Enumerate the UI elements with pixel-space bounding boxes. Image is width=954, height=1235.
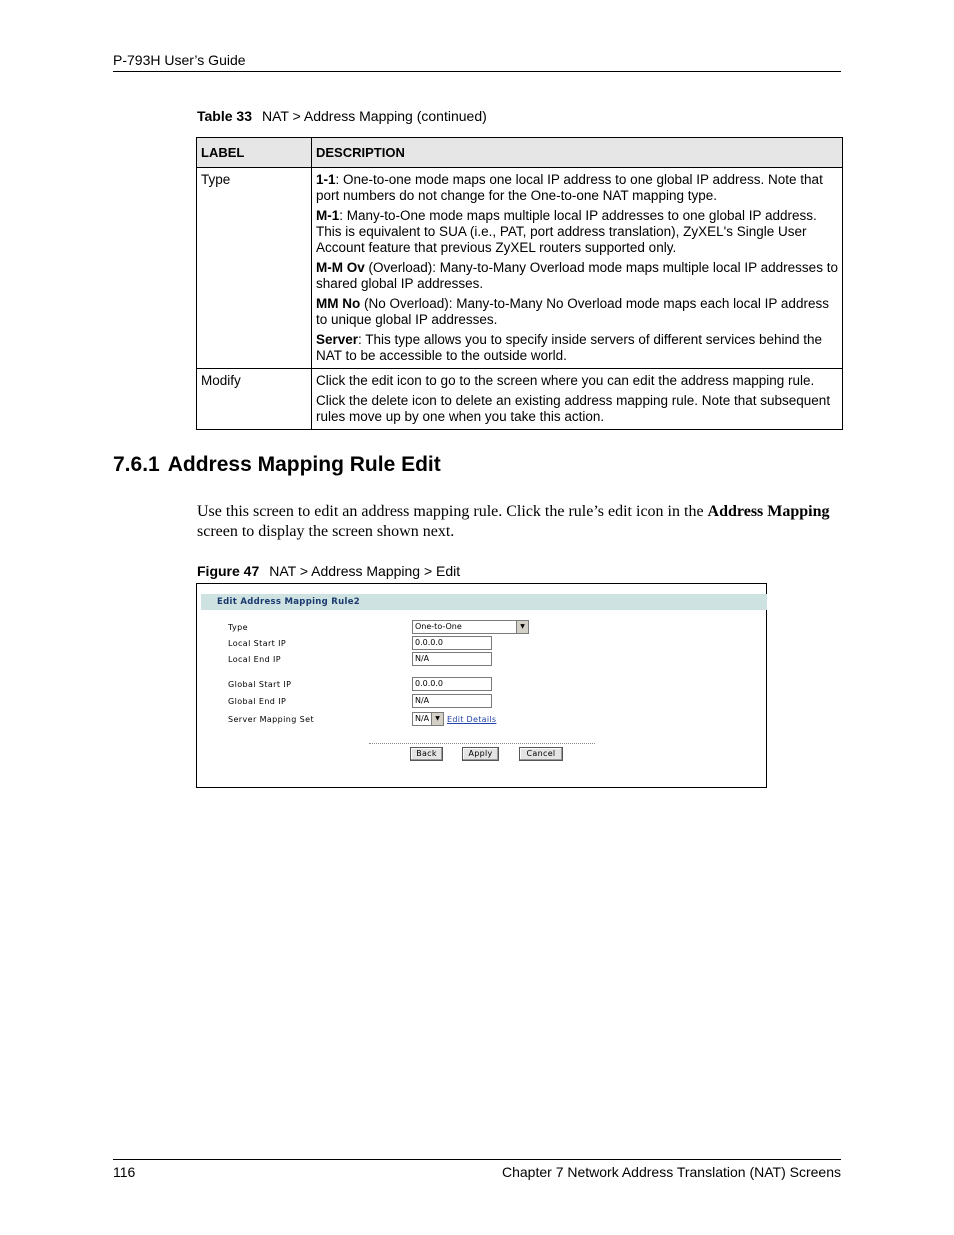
term-text: (Overload): Many-to-Many Overload mode maps multiple local IP addresses to shared global IP addresses. bbox=[316, 260, 838, 291]
term: 1-1 bbox=[316, 172, 336, 187]
local-start-ip-label: Local Start IP bbox=[228, 639, 287, 648]
row-label: Type bbox=[197, 168, 312, 369]
server-set-value: N/A bbox=[415, 714, 430, 723]
table-row bbox=[197, 369, 843, 430]
global-end-ip-label: Global End IP bbox=[228, 697, 287, 706]
table-caption bbox=[197, 108, 487, 124]
chevron-down-icon[interactable]: ▼ bbox=[516, 621, 528, 633]
description-paragraph bbox=[316, 296, 838, 328]
figure-caption bbox=[197, 563, 460, 579]
para-text: screen to display the screen shown next. bbox=[197, 523, 455, 540]
description-paragraph bbox=[316, 172, 838, 204]
global-start-ip-input[interactable]: 0.0.0.0 bbox=[412, 677, 492, 691]
para-text: Use this screen to edit an address mapping rule. Click the rule’s edit icon in the bbox=[197, 503, 708, 520]
cancel-button[interactable]: Cancel bbox=[519, 747, 563, 761]
term: MM No bbox=[316, 296, 361, 311]
global-start-ip-label: Global Start IP bbox=[228, 680, 292, 689]
chevron-down-icon[interactable]: ▼ bbox=[431, 713, 443, 725]
edit-details-link[interactable]: Edit Details bbox=[447, 715, 497, 724]
term-text: : One-to-one mode maps one local IP address to one global IP address. Note that port numbers do not change for the One-to-one NAT mapping type. bbox=[316, 172, 823, 203]
figure-screenshot bbox=[196, 583, 767, 788]
body-paragraph bbox=[197, 502, 837, 542]
figure-caption-text: NAT > Address Mapping > Edit bbox=[269, 563, 461, 579]
table-caption-text: NAT > Address Mapping (continued) bbox=[262, 108, 487, 124]
section-heading bbox=[113, 453, 441, 477]
para-bold: Address Mapping bbox=[707, 503, 830, 520]
table-row bbox=[197, 168, 843, 369]
divider bbox=[369, 743, 595, 744]
description-paragraph bbox=[316, 260, 838, 292]
apply-button[interactable]: Apply bbox=[462, 747, 499, 761]
edit-rule-heading: Edit Address Mapping Rule2 bbox=[201, 594, 767, 610]
chapter-title: Chapter 7 Network Address Translation (NAT) Screens bbox=[502, 1164, 841, 1180]
page-header bbox=[113, 52, 841, 72]
local-start-ip-input[interactable]: 0.0.0.0 bbox=[412, 636, 492, 650]
column-header-label: LABEL bbox=[197, 138, 312, 168]
term: M-1 bbox=[316, 208, 340, 223]
page-footer bbox=[113, 1159, 841, 1180]
term: M-M Ov bbox=[316, 260, 365, 275]
term-text: : Many-to-One mode maps multiple local IP addresses to one global IP address. This is equivalent to SUA (i.e., PAT, port address translation), ZyXEL's Single User Account feature that previous ZyXEL routers supported only. bbox=[316, 208, 817, 255]
local-end-ip-label: Local End IP bbox=[228, 655, 282, 664]
type-select-value: One-to-One bbox=[415, 622, 462, 631]
description-paragraph: Click the delete icon to delete an existing address mapping rule. Note that subsequent rules move up by one when you take this action. bbox=[316, 393, 831, 424]
description-table bbox=[196, 137, 843, 430]
term: Server bbox=[316, 332, 359, 347]
term-text: : This type allows you to specify inside servers of different services behind the NAT to be accessible to the outside world. bbox=[316, 332, 823, 363]
type-select[interactable] bbox=[412, 620, 529, 634]
local-end-ip-input[interactable]: N/A bbox=[412, 652, 492, 666]
term-text: (No Overload): Many-to-Many No Overload mode maps each local IP address to unique global IP addresses. bbox=[316, 296, 829, 327]
guide-title: P-793H User’s Guide bbox=[113, 52, 246, 68]
column-header-description: DESCRIPTION bbox=[312, 138, 843, 168]
table-header-row bbox=[197, 138, 843, 168]
global-end-ip-input[interactable]: N/A bbox=[412, 694, 492, 708]
table-caption-number: Table 33 bbox=[197, 108, 252, 124]
row-description bbox=[312, 369, 843, 430]
row-label: Modify bbox=[197, 369, 312, 430]
page-number: 116 bbox=[113, 1164, 136, 1180]
type-label: Type bbox=[228, 623, 248, 632]
server-mapping-set-label: Server Mapping Set bbox=[228, 715, 314, 724]
description-paragraph bbox=[316, 332, 838, 364]
figure-caption-number: Figure 47 bbox=[197, 563, 260, 579]
back-button[interactable]: Back bbox=[410, 747, 443, 761]
server-mapping-set-select[interactable] bbox=[412, 712, 444, 726]
description-paragraph bbox=[316, 208, 838, 256]
row-description bbox=[312, 168, 843, 369]
section-number: 7.6.1 bbox=[113, 453, 160, 476]
section-title: Address Mapping Rule Edit bbox=[167, 453, 441, 476]
description-paragraph: Click the edit icon to go to the screen where you can edit the address mapping rule. bbox=[316, 373, 815, 388]
